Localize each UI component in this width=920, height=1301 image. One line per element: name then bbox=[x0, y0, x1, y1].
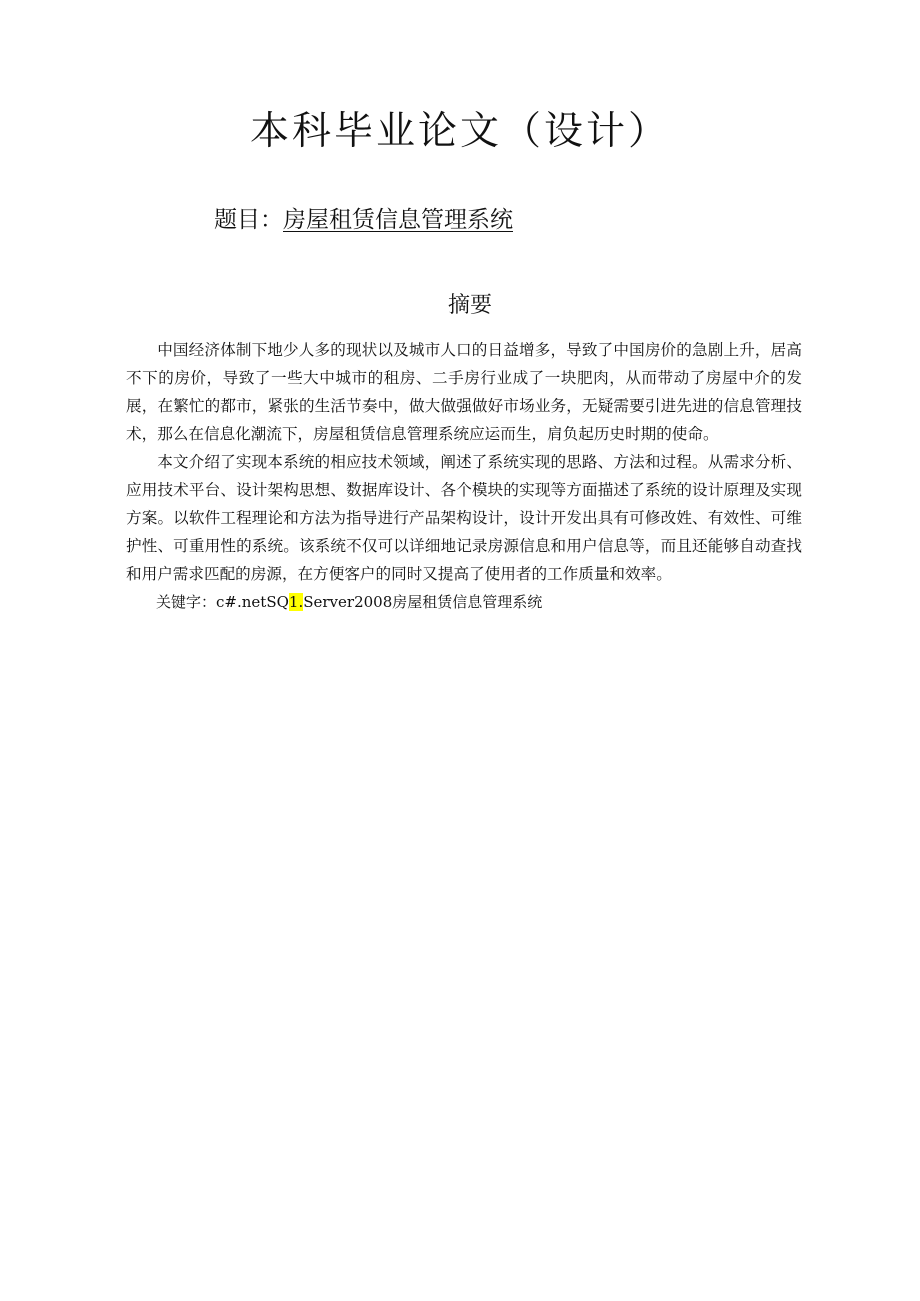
subject-label: 题目： bbox=[214, 207, 283, 233]
thesis-subject bbox=[214, 200, 513, 240]
abstract-heading: 摘要 bbox=[447, 293, 492, 318]
keywords-text: c#.netSQ bbox=[216, 593, 289, 611]
keywords-text-rest: Server2008房屋租赁信息管理系统 bbox=[303, 593, 543, 611]
abstract-paragraph: 本文介绍了实现本系统的相应技术领域，阐述了系统实现的思路、方法和过程。从需求分析、应用技术平台、设计架构思想、数据库设计、各个模块的实现等方面描述了系统的设计原理及实现方案。以软件工程理论和方法为指导进行产品架构设计，设计开发出具有可修改姓、有效性、可维护性、可重用性的系统。该系统不仅可以详细地记录房源信息和用户信息等，而且还能够自动查找和用户需求匹配的房源，在方便客户的同时又提高了使用者的工作质量和效率。 bbox=[126, 453, 802, 583]
keywords-highlighted-text: 1. bbox=[288, 593, 304, 611]
keywords-label: 关键字： bbox=[156, 593, 217, 611]
abstract-body bbox=[126, 336, 802, 616]
subject-value: 房屋租赁信息管理系统 bbox=[283, 207, 513, 233]
abstract-paragraph: 中国经济体制下地少人多的现状以及城市人口的日益增多，导致了中国房价的急剧上升，居高不下的房价，导致了一些大中城市的租房、二手房行业成了一块肥肉，从而带动了房屋中介的发展，在繁忙的都市，紧张的生活节奏中，做大做强做好市场业务，无疑需要引进先进的信息管理技术，那么在信息化潮流下，房屋租赁信息管理系统应运而生，肩负起历史时期的使命。 bbox=[126, 341, 802, 443]
document-title: 本科毕业论文（设计） bbox=[249, 109, 670, 154]
keywords-line bbox=[126, 588, 802, 616]
